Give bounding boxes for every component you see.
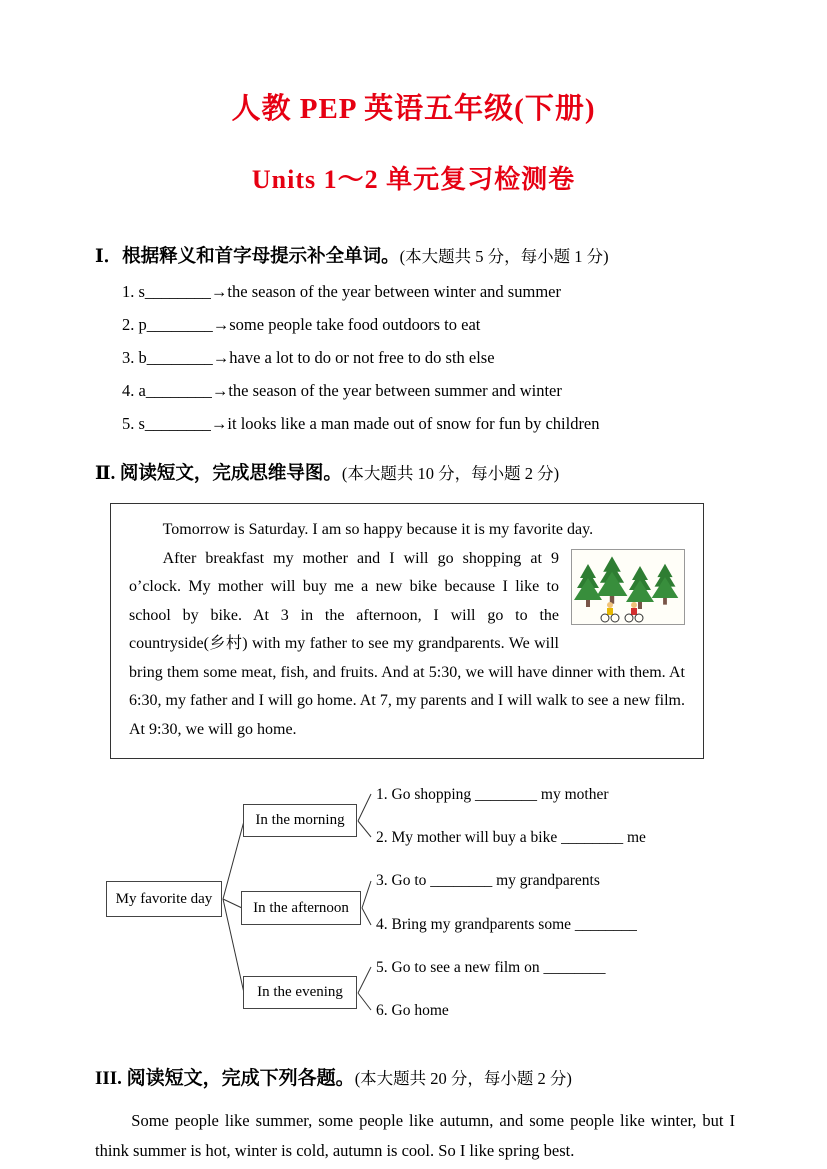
mindmap-branch-afternoon-label: In the afternoon — [253, 899, 349, 916]
section2-heading-note: (本大题共 10 分，每小题 2 分) — [341, 464, 560, 483]
mindmap-branch-morning — [243, 804, 357, 837]
section1-item-2: 2. p________→some people take food outdoors to eat — [122, 315, 481, 334]
section1-item-4: 4. a________→the season of the year between summer and winter — [122, 381, 562, 400]
trees-cyclists-illustration — [571, 549, 685, 625]
mindmap-item-5: 5. Go to see a new film on ________ — [376, 959, 606, 976]
mindmap-branch-evening — [243, 976, 357, 1009]
passage-paragraph-2 — [129, 545, 685, 745]
section1-item-1: 1. s________→the season of the year between winter and summer — [122, 282, 561, 301]
mindmap-item-3: 3. Go to ________ my grandparents — [376, 872, 600, 889]
mindmap-branch-afternoon — [241, 891, 361, 925]
mindmap-branch-morning-label: In the morning — [255, 812, 345, 828]
section1-item-list — [0, 282, 827, 433]
section3-heading-text: III. 阅读短文，完成下列各题。 — [95, 1068, 355, 1089]
section3-heading-note: (本大题共 20 分，每小题 2 分) — [354, 1069, 572, 1088]
mindmap-item-1: 1. Go shopping ________ my mother — [376, 786, 609, 803]
section1-heading-text: Ⅰ．根据释义和首字母提示补全单词。 — [95, 247, 400, 267]
paper-subtitle: Units 1～2 单元复习检测卷 — [251, 165, 576, 194]
reading-passage-box — [110, 503, 704, 759]
section1-item-3: 3. b________→have a lot to do or not free to do sth else — [122, 348, 495, 367]
mindmap — [100, 781, 780, 1039]
section2-heading — [95, 459, 767, 485]
section3-heading — [95, 1063, 767, 1090]
passage-paragraph-2-text: After breakfast my mother and I will go shopping at 9 o’clock. My mother will buy me a new bike because I like to school by bike. At 3 in the afternoon, I will go to the countryside(乡村) with my father to see my grandparents. We will bring them some meat, fish, and fruits. And at 5:30, we will have dinner with them. At 6:30, my father and I will go home. At 7, my parents and I will walk to see a new film. At 9:30, we will go home. — [129, 549, 685, 738]
paper-title: 人教 PEP 英语五年级(下册) — [231, 93, 596, 125]
passage-paragraph-1: Tomorrow is Saturday. I am so happy because it is my favorite day. — [162, 521, 594, 538]
mindmap-item-4: 4. Bring my grandparents some ________ — [376, 916, 637, 933]
mindmap-item-2: 2. My mother will buy a bike ________ me — [376, 829, 646, 846]
mindmap-item-6: 6. Go home — [376, 1002, 449, 1019]
mindmap-root-label: My favorite day — [115, 890, 213, 907]
section1-item-5: 5. s________→it looks like a man made out of snow for fun by children — [122, 414, 600, 433]
mindmap-root-box — [106, 881, 222, 917]
section1-heading-note: (本大题共 5 分，每小题 1 分) — [399, 247, 609, 266]
mindmap-branch-evening-label: In the evening — [257, 984, 343, 1000]
section3-paragraph: Some people like summer, some people like autumn, and some people like winter, but I think summer is hot, winter is cold, autumn is cool. So I like spring best. — [95, 1111, 735, 1160]
section1-heading — [95, 242, 767, 268]
section2-heading-text: Ⅱ. 阅读短文，完成思维导图。 — [95, 464, 342, 484]
